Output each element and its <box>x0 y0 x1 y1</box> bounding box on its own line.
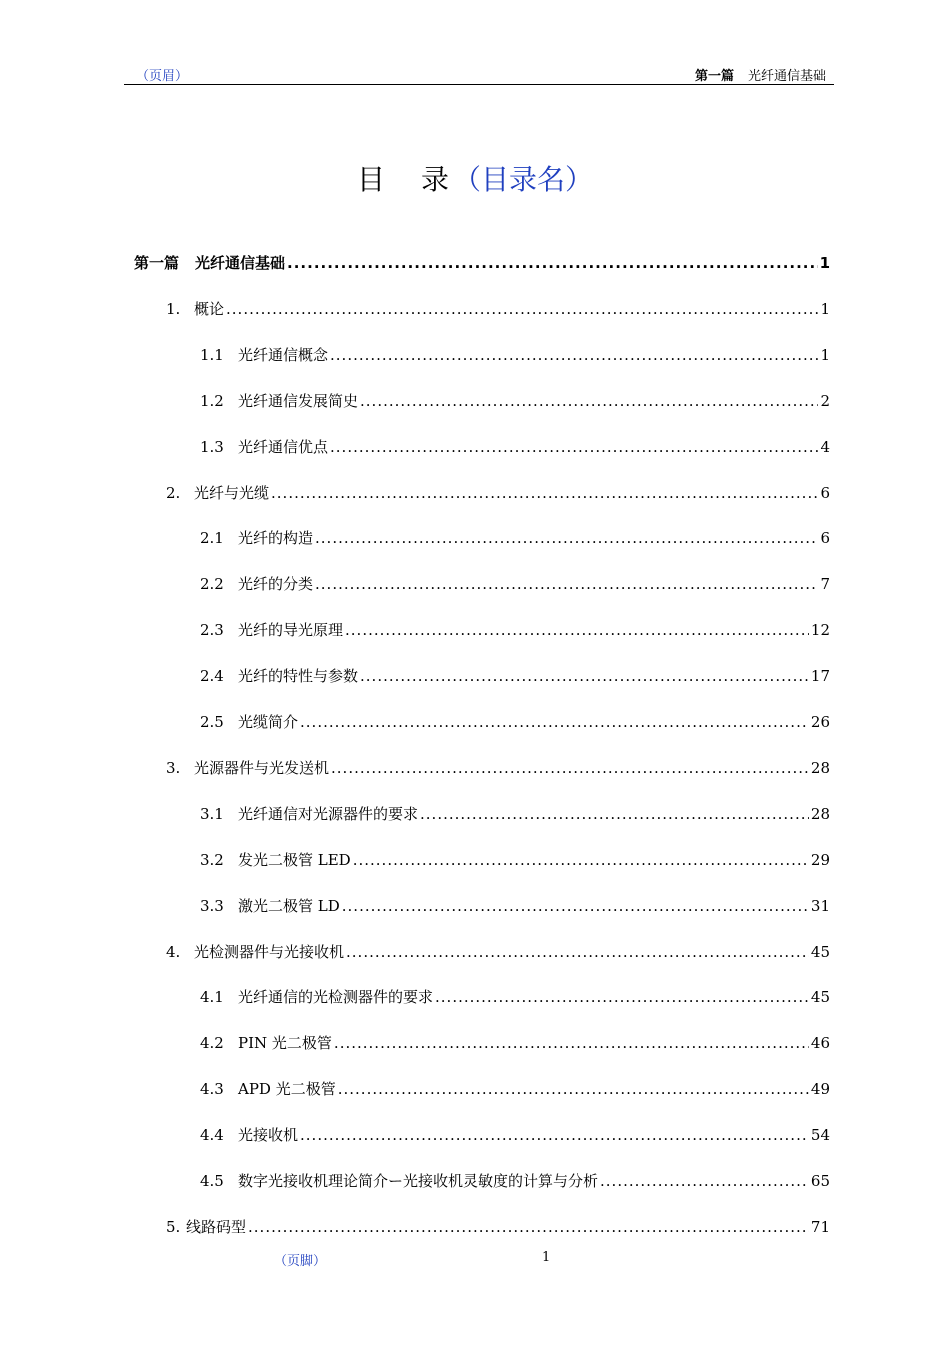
toc-dot-leader <box>300 1126 809 1144</box>
toc-entry[interactable] <box>200 986 830 1007</box>
toc-entry-number: 2.5 <box>200 713 224 731</box>
toc-dot-leader <box>342 897 809 915</box>
toc-entry[interactable] <box>200 527 830 548</box>
toc-entry[interactable] <box>200 1124 830 1145</box>
toc-entry-number: 4.1 <box>200 988 224 1006</box>
toc-entry-number: 1.3 <box>200 438 224 456</box>
toc-entry[interactable] <box>200 711 830 732</box>
toc-entry[interactable] <box>134 252 830 273</box>
toc-entry-page: 2 <box>820 392 830 410</box>
toc-entry-title: 光纤的导光原理 <box>238 621 344 639</box>
toc-entry-number: 3.1 <box>200 805 224 823</box>
toc-entry[interactable] <box>200 436 830 457</box>
toc-dot-leader <box>226 300 818 318</box>
toc-entry[interactable] <box>166 482 830 503</box>
toc-dot-leader <box>346 943 809 961</box>
footer-page-number: 1 <box>542 1250 551 1265</box>
toc-dot-leader <box>271 484 818 502</box>
toc-entry[interactable] <box>166 298 830 319</box>
toc-entry-title: 光纤通信概念 <box>238 346 329 364</box>
toc-entry-page: 1 <box>820 300 830 318</box>
toc-entry-title: 光检测器件与光接收机 <box>194 943 345 961</box>
header-right <box>695 65 826 84</box>
toc-entry[interactable] <box>200 1170 830 1191</box>
toc-entry-page: 26 <box>810 713 830 731</box>
toc-entry[interactable] <box>200 1032 830 1053</box>
toc-entry-page: 65 <box>810 1172 830 1190</box>
toc-entry-title: 概论 <box>194 300 225 318</box>
footer-left-label: （页脚） <box>274 1254 327 1269</box>
header-part-title: 光纤通信基础 <box>747 69 826 84</box>
toc-entry-page: 45 <box>810 988 830 1006</box>
toc-entry-number: 4.3 <box>200 1080 224 1098</box>
toc-entry-number: 1.1 <box>200 346 224 364</box>
toc-entry-number: 4.5 <box>200 1172 224 1190</box>
toc-entry-title: 数字光接收机理论简介ー光接收机灵敏度的计算与分析 <box>238 1172 599 1190</box>
toc-dot-leader <box>330 346 818 364</box>
toc-dot-leader <box>435 988 809 1006</box>
toc-dot-leader <box>331 759 809 777</box>
header-part-label: 第一篇 <box>694 69 734 84</box>
toc-entry-title: 光纤通信发展简史 <box>238 392 359 410</box>
toc-entry[interactable] <box>200 1078 830 1099</box>
toc-entry-title: 光纤的分类 <box>238 575 314 593</box>
toc-dot-leader <box>330 438 818 456</box>
toc-entry-number: 1.2 <box>200 392 224 410</box>
toc-dot-leader <box>353 851 809 869</box>
toc-entry-title: 光源器件与光发送机 <box>194 759 330 777</box>
toc-entry-title: 发光二极管 LED <box>238 851 351 869</box>
toc-entry-title: APD 光二极管 <box>238 1080 336 1098</box>
toc-dot-leader <box>600 1172 809 1190</box>
toc-dot-leader <box>334 1034 809 1052</box>
toc-entry-title: 线路码型 <box>186 1218 247 1236</box>
toc-entry-page: 71 <box>810 1218 830 1236</box>
toc-entry-number: 4.4 <box>200 1126 224 1144</box>
toc-dot-leader <box>360 392 818 410</box>
toc-entry[interactable] <box>200 390 830 411</box>
toc-entry-number: 3.3 <box>200 897 224 915</box>
toc-entry-title: 激光二极管 LD <box>238 897 340 915</box>
toc-entry[interactable] <box>166 1216 830 1237</box>
toc-entry-page: 28 <box>810 805 830 823</box>
toc-entry-page: 6 <box>820 484 830 502</box>
title-name: （目录名） <box>453 163 594 196</box>
toc-entry-title: 光纤的构造 <box>238 529 314 547</box>
toc-entry[interactable] <box>200 573 830 594</box>
toc-entry-title: 光缆简介 <box>238 713 299 731</box>
toc-entry-page: 49 <box>810 1080 830 1098</box>
toc-entry[interactable] <box>200 895 830 916</box>
toc-dot-leader <box>338 1080 809 1098</box>
toc-entry-page: 45 <box>810 943 830 961</box>
toc-entry-number: 2.2 <box>200 575 224 593</box>
toc-entry-page: 17 <box>810 667 830 685</box>
toc-entry-number: 5. <box>166 1218 181 1236</box>
toc-entry[interactable] <box>200 619 830 640</box>
toc-entry-page: 46 <box>810 1034 830 1052</box>
toc-dot-leader <box>420 805 809 823</box>
toc-dot-leader <box>315 575 818 593</box>
toc-entry-page: 28 <box>810 759 830 777</box>
toc-dot-leader <box>345 621 809 639</box>
toc-entry-title: 光纤通信的光检测器件的要求 <box>238 988 434 1006</box>
toc-entry-page: 1 <box>820 346 830 364</box>
toc-dot-leader <box>360 667 809 685</box>
toc-dot-leader <box>248 1218 809 1236</box>
toc-entry-title: 光纤通信对光源器件的要求 <box>238 805 419 823</box>
toc-entry-number: 2.4 <box>200 667 224 685</box>
toc-entry-title: 光纤的特性与参数 <box>238 667 359 685</box>
toc-entry-page: 31 <box>810 897 830 915</box>
toc-entry[interactable] <box>200 803 830 824</box>
page-title <box>0 158 950 198</box>
toc-entry[interactable] <box>200 849 830 870</box>
toc-entry-number: 3. <box>166 759 181 777</box>
toc-entry[interactable] <box>200 665 830 686</box>
toc-entry-title: 光接收机 <box>238 1126 299 1144</box>
toc-entry-page: 29 <box>810 851 830 869</box>
toc-entry-title: PIN 光二极管 <box>238 1034 332 1052</box>
toc-dot-leader <box>287 254 818 272</box>
title-main: 目 录 <box>356 163 453 196</box>
header-left-label: （页眉） <box>136 69 189 84</box>
toc-entry-page: 12 <box>810 621 830 639</box>
toc-entry-page: 6 <box>820 529 830 547</box>
toc-entry-page: 1 <box>819 254 830 272</box>
toc-entry[interactable] <box>166 941 830 962</box>
toc-entry-page: 7 <box>820 575 830 593</box>
toc-entry-page: 54 <box>810 1126 830 1144</box>
toc-entry-number: 4. <box>166 943 181 961</box>
toc-entry-number: 2.3 <box>200 621 224 639</box>
header-divider <box>124 84 834 85</box>
toc-entry-page: 4 <box>820 438 830 456</box>
toc-entry-number: 3.2 <box>200 851 224 869</box>
toc-entry-number: 第一篇 <box>134 254 180 272</box>
toc-entry-title: 光纤通信优点 <box>238 438 329 456</box>
toc-entry-title: 光纤与光缆 <box>194 484 270 502</box>
toc-entry-number: 4.2 <box>200 1034 224 1052</box>
toc-dot-leader <box>315 529 818 547</box>
toc-entry-title: 光纤通信基础 <box>195 254 286 272</box>
toc-entry-number: 2. <box>166 484 181 502</box>
toc-dot-leader <box>300 713 809 731</box>
toc-entry-number: 1. <box>166 300 181 318</box>
toc-entry[interactable] <box>166 757 830 778</box>
toc-entry-number: 2.1 <box>200 529 224 547</box>
toc-entry[interactable] <box>200 344 830 365</box>
